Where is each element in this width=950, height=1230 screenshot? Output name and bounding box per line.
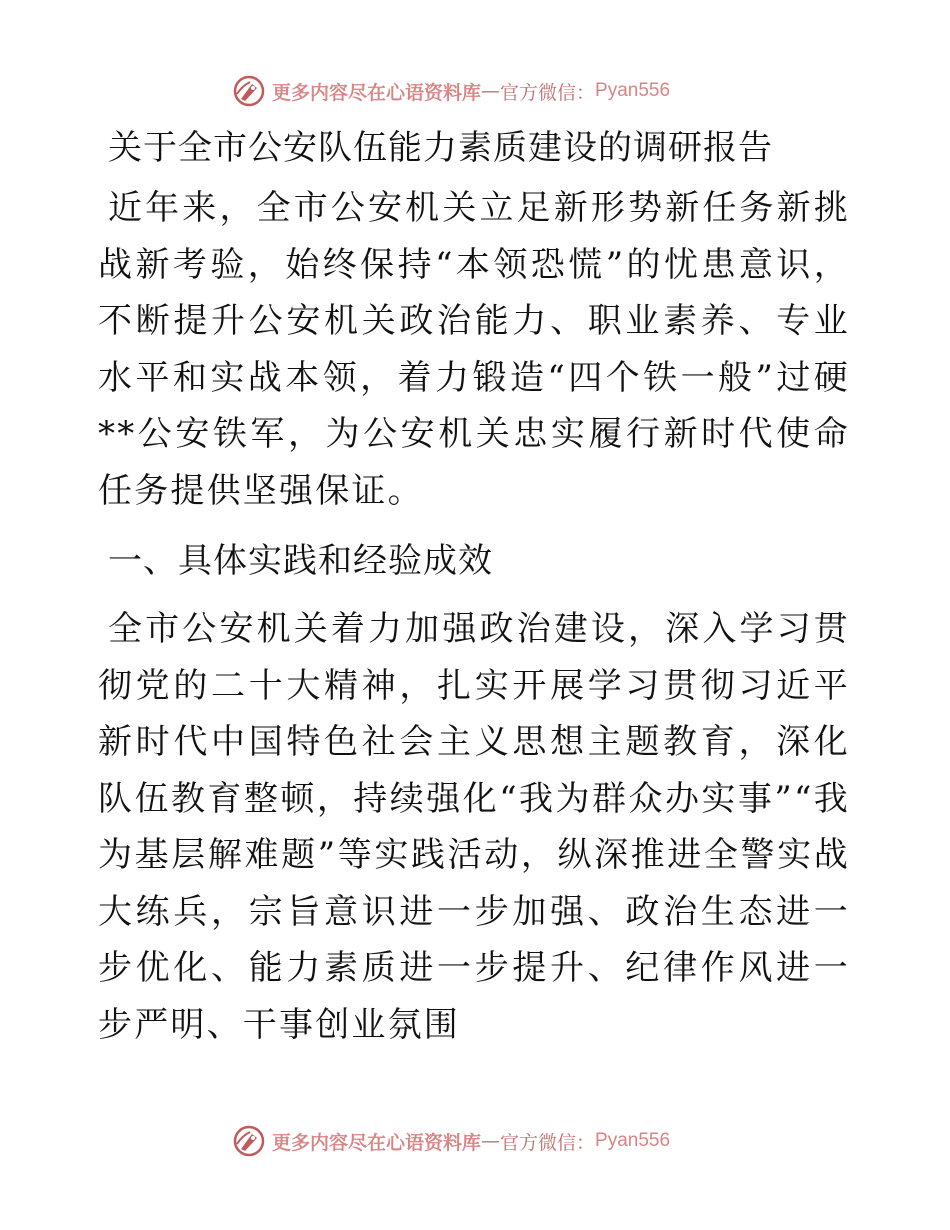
footer-watermark — [232, 1121, 752, 1161]
watermark-text: 更多内容尽在心语资料库 — [272, 1131, 482, 1154]
watermark-account: Pyan556 — [595, 80, 671, 101]
pen-nib-logo-icon — [232, 1124, 266, 1158]
watermark-separator: — — [481, 1130, 501, 1152]
section-paragraph: 全市公安机关着力加强政治建设，深入学习贯彻党的二十大精神，扎实开展学习贯彻习近平新时代中国特色社会主义思想主题教育，深化队伍教育整顿，持续强化“我为群众办实事”“我为基层解难题”等实践活动，纵深推进全警实战大练兵，宗旨意识进一步加强、政治生态进一步优化、能力素质进一步提升、纪律作风进一步严明、干事创业氛围 — [98, 609, 850, 1045]
watermark-label: 官方微信： — [500, 81, 596, 104]
intro-paragraph: 近年来，全市公安机关立足新形势新任务新挑战新考验，始终保持“本领恐慌”的忧患意识，不断提升公安机关政治能力、职业素养、专业水平和实战本领，着力锻造“四个铁一般”过硬**公安铁军，为公安机关忠实履行新时代使命任务提供坚强保证。 — [98, 188, 850, 511]
document-title: 关于全市公安队伍能力素质建设的调研报告 — [108, 128, 773, 168]
header-watermark — [232, 71, 752, 111]
pen-nib-logo-icon — [232, 74, 266, 108]
document-body — [98, 120, 850, 1067]
watermark-account: Pyan556 — [595, 1130, 671, 1151]
watermark-label: 官方微信： — [500, 1131, 596, 1154]
section-heading: 一、具体实践和经验成效 — [108, 541, 493, 581]
watermark-text: 更多内容尽在心语资料库 — [272, 81, 482, 104]
watermark-separator: — — [481, 80, 501, 102]
